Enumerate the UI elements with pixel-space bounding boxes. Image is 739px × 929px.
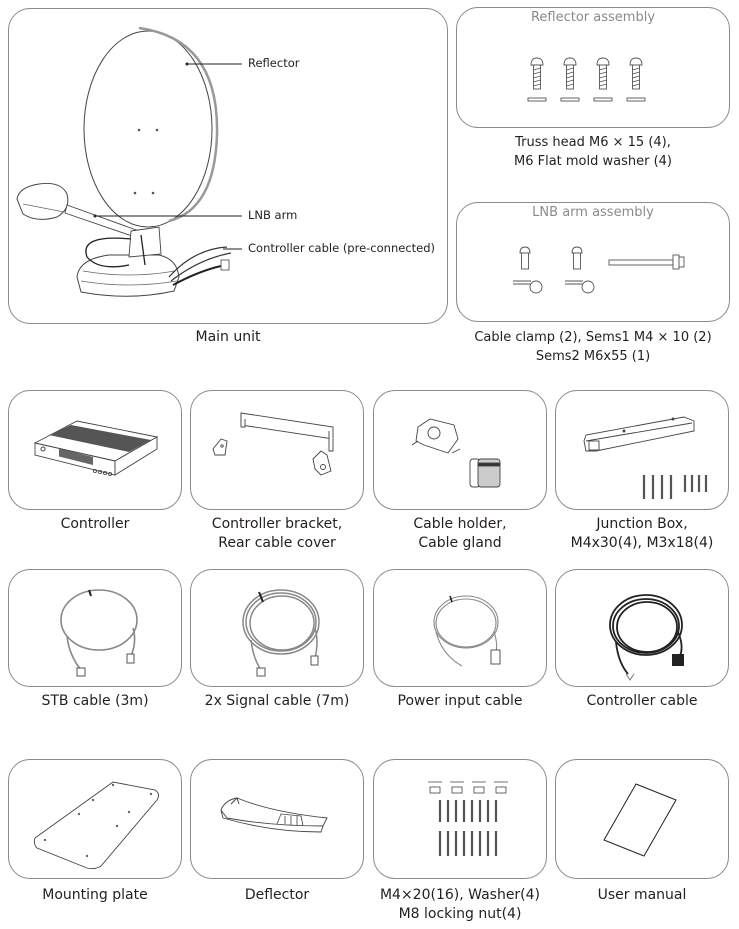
lnb-arm-callout: LNB arm [248, 208, 298, 222]
signal-cable-illustration [191, 570, 365, 688]
controller-bracket-illustration [191, 391, 365, 511]
signal-cable-panel [190, 569, 364, 687]
mounting-plate-caption: Mounting plate [42, 887, 148, 903]
controller-illustration [9, 391, 183, 511]
power-input-cable-caption: Power input cable [397, 693, 523, 709]
lnb-arm-assembly-title: LNB arm assembly [532, 205, 654, 220]
reflector-assembly-title: Reflector assembly [530, 10, 656, 25]
screws-kit-panel [373, 759, 547, 879]
mounting-plate-panel [8, 759, 182, 879]
controller-panel [8, 390, 182, 510]
reflector-assembly-panel [456, 7, 730, 128]
junction-box-panel [555, 390, 729, 510]
cable-holder-caption: Cable holder, Cable gland [413, 516, 507, 551]
mounting-plate-illustration [9, 760, 183, 880]
lnb-arm-assembly-panel [456, 202, 730, 322]
main-unit-caption: Main unit [195, 329, 261, 345]
stb-cable-illustration [9, 570, 183, 688]
screws-kit-illustration [374, 760, 548, 880]
junction-box-caption: Junction Box, M4x30(4), M3x18(4) [570, 516, 714, 551]
signal-cable-caption: 2x Signal cable (7m) [204, 693, 350, 709]
junction-box-illustration [556, 391, 730, 511]
stb-cable-caption: STB cable (3m) [41, 693, 149, 709]
controller-caption: Controller [60, 516, 130, 532]
reflector-assembly-caption: Truss head M6 × 15 (4), M6 Flat mold washer (4) [513, 135, 673, 169]
user-manual-illustration [556, 760, 730, 880]
reflector-callout: Reflector [248, 56, 300, 70]
stb-cable-panel [8, 569, 182, 687]
cable-holder-panel [373, 390, 547, 510]
screws-kit-caption: M4×20(16), Washer(4) M8 locking nut(4) [379, 887, 541, 922]
lnb-arm-assembly-caption: Cable clamp (2), Sems1 M4 × 10 (2) Sems2 M6x55 (1) [474, 330, 712, 364]
controller-cable-callout: Controller cable (pre-connected) [248, 241, 436, 255]
controller-cable-caption: Controller cable [586, 693, 698, 709]
controller-bracket-caption: Controller bracket, Rear cable cover [211, 516, 343, 551]
user-manual-caption: User manual [597, 887, 687, 903]
controller-cable-panel [555, 569, 729, 687]
main-unit-panel [8, 8, 448, 324]
truss-screws-illustration [457, 8, 731, 129]
user-manual-panel [555, 759, 729, 879]
deflector-caption: Deflector [244, 887, 310, 903]
main-unit-illustration [9, 9, 449, 325]
power-input-cable-illustration [374, 570, 548, 688]
deflector-panel [190, 759, 364, 879]
controller-cable-illustration [556, 570, 730, 688]
controller-bracket-panel [190, 390, 364, 510]
power-input-cable-panel [373, 569, 547, 687]
lnb-arm-parts-illustration [457, 203, 731, 323]
deflector-illustration [191, 760, 365, 880]
cable-holder-illustration [374, 391, 548, 511]
